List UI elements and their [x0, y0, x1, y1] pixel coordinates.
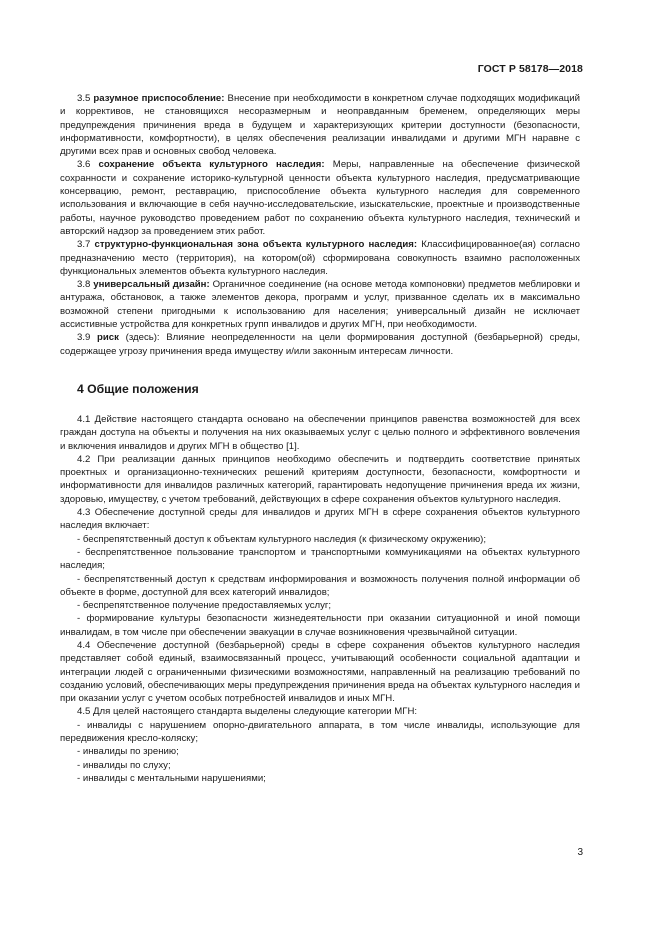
definition-number: 3.9	[77, 332, 91, 344]
list-item: - беспрепятственное пользование транспортом и транспортными коммуникациями на объектах культурного наследия;	[60, 546, 580, 572]
paragraph-4-3: 4.3 Обеспечение доступной среды для инвалидов и других МГН в сфере сохранения объектов культурного наследия включает:	[60, 507, 580, 532]
list-item: - инвалиды по слуху;	[77, 759, 171, 771]
definition-number: 3.6	[77, 159, 91, 171]
definition-text: Классифицированное(ая) согласно предназначению место (территория), на котором(ой) сформирована совокупность взаимно расположенных функциональных элементов объекта культурного наследия.	[60, 239, 580, 277]
definition-text: Органичное соединение (на основе метода компоновки) предметов меблировки и антуража, обстановок, а также элементов декора, программ и услуг, призванное сделать их в максимально возможной степени пригодными к использованию для населения; универсальный дизайн не исключает ассистивные устройства для конкретных групп инвалидов и других МГН, при необходимости.	[60, 279, 580, 331]
list-item: - беспрепятственное получение предоставляемых услуг;	[77, 600, 332, 612]
definition-3-8	[60, 278, 580, 331]
page-content	[60, 92, 580, 785]
paragraph-4-1: 4.1 Действие настоящего стандарта основано на обеспечении принципов равенства возможностей для всех граждан доступа на объекты и получения на них оказываемых услуг с целью полного и эффективного вовлечения и включения инвалидов и других МГН в общество [1].	[60, 413, 580, 452]
definition-text: (здесь): Влияние неопределенности на цели формирования доступной (безбарьерной) среды, содержащее угрозу причинения вреда имуществу и/или законным интересам личности.	[60, 332, 581, 357]
page-number: 3	[577, 847, 583, 858]
list-item: - беспрепятственный доступ к объектам культурного наследия (к физическому окружению);	[77, 533, 487, 545]
definition-number: 3.5	[77, 93, 91, 104]
definition-number: 3.7	[77, 239, 91, 251]
list-item: - инвалиды с ментальными нарушениями;	[77, 772, 266, 784]
section-heading: 4 Общие положения	[77, 381, 199, 396]
list-item: - формирование культуры безопасности жизнедеятельности при оказании ситуационной и иной помощи инвалидам, в том числе при обеспечении эвакуации в случае возникновения чрезвычайной ситуации.	[60, 613, 580, 638]
definition-3-6	[60, 158, 580, 238]
list-item: - инвалиды с нарушением опорно-двигательного аппарата, в том числе инвалиды, использующие для передвижения кресло-коляску;	[60, 719, 580, 745]
definition-text: Внесение при необходимости в конкретном случае подходящих модификаций и коррективов, не становящихся несоразмерным и неоправданным бременем, определяющих меры предупреждения причинения вреда в будущем и характеризующих критерии доступности (безопасности, информативности, комфортности), в целях обеспечения реализации инвалидами и другими МГН наравне с другими всех прав и основных свобод человека.	[60, 93, 581, 158]
definition-text: Меры, направленные на обеспечение физической сохранности и сохранение историко-культурной ценности объекта культурного наследия, предусматривающие консервацию, ремонт, реставрацию, приспособление объекта культурного наследия для современного использования и включающие в себя научно-исследовательские, изыскательские, проектные и производственные работы, научное руководство проведением работ по сохранению объекта культурного наследия, технический и авторский надзор за проведением этих работ.	[60, 159, 580, 237]
definition-3-7	[60, 238, 580, 278]
document-standard-header: ГОСТ Р 58178—2018	[477, 63, 583, 75]
definition-number: 3.8	[77, 279, 91, 291]
definition-term: структурно-функциональная зона объекта культурного наследия:	[94, 239, 418, 251]
definition-term: разумное приспособление:	[93, 93, 225, 104]
list-item: - беспрепятственный доступ к средствам информирования и возможность получения полной информации об объекте в форме, доступной для всех категорий инвалидов;	[60, 573, 580, 598]
definition-term: универсальный дизайн:	[93, 279, 210, 291]
definition-3-9	[60, 331, 580, 358]
paragraph-4-5: 4.5 Для целей настоящего стандарта выделены следующие категории МГН:	[77, 706, 418, 718]
paragraph-4-2: 4.2 При реализации данных принципов необходимо обеспечить и подтвердить соответствие принятых проектных и организационно-технических решений критериям доступности, безопасности, комфортности и информативности для инвалидов различных категорий, гарантировать недопущение причинения вреда их жизни, здоровью, имуществу, с учетом требований, действующих в сфере сохранения объектов культурного наследия.	[60, 453, 580, 505]
definition-term: сохранение объекта культурного наследия:	[98, 159, 325, 171]
definition-term: риск	[97, 332, 119, 344]
list-item: - инвалиды по зрению;	[77, 746, 179, 758]
definition-3-5	[60, 92, 580, 158]
paragraph-4-4: 4.4 Обеспечение доступной (безбарьерной) среды в сфере сохранения объектов культурного наследия представляет собой единый, взаимосвязанный процесс, учитывающий особенности социальной адаптации и интеграции людей с ограниченными физическими возможностями, направленный на реализацию требований по созданию условий, обеспечивающих меры предупреждения причинения вреда на объектах культурного наследия и при оказании услуг с учетом особых потребностей инвалидов и иных МГН.	[60, 639, 580, 705]
